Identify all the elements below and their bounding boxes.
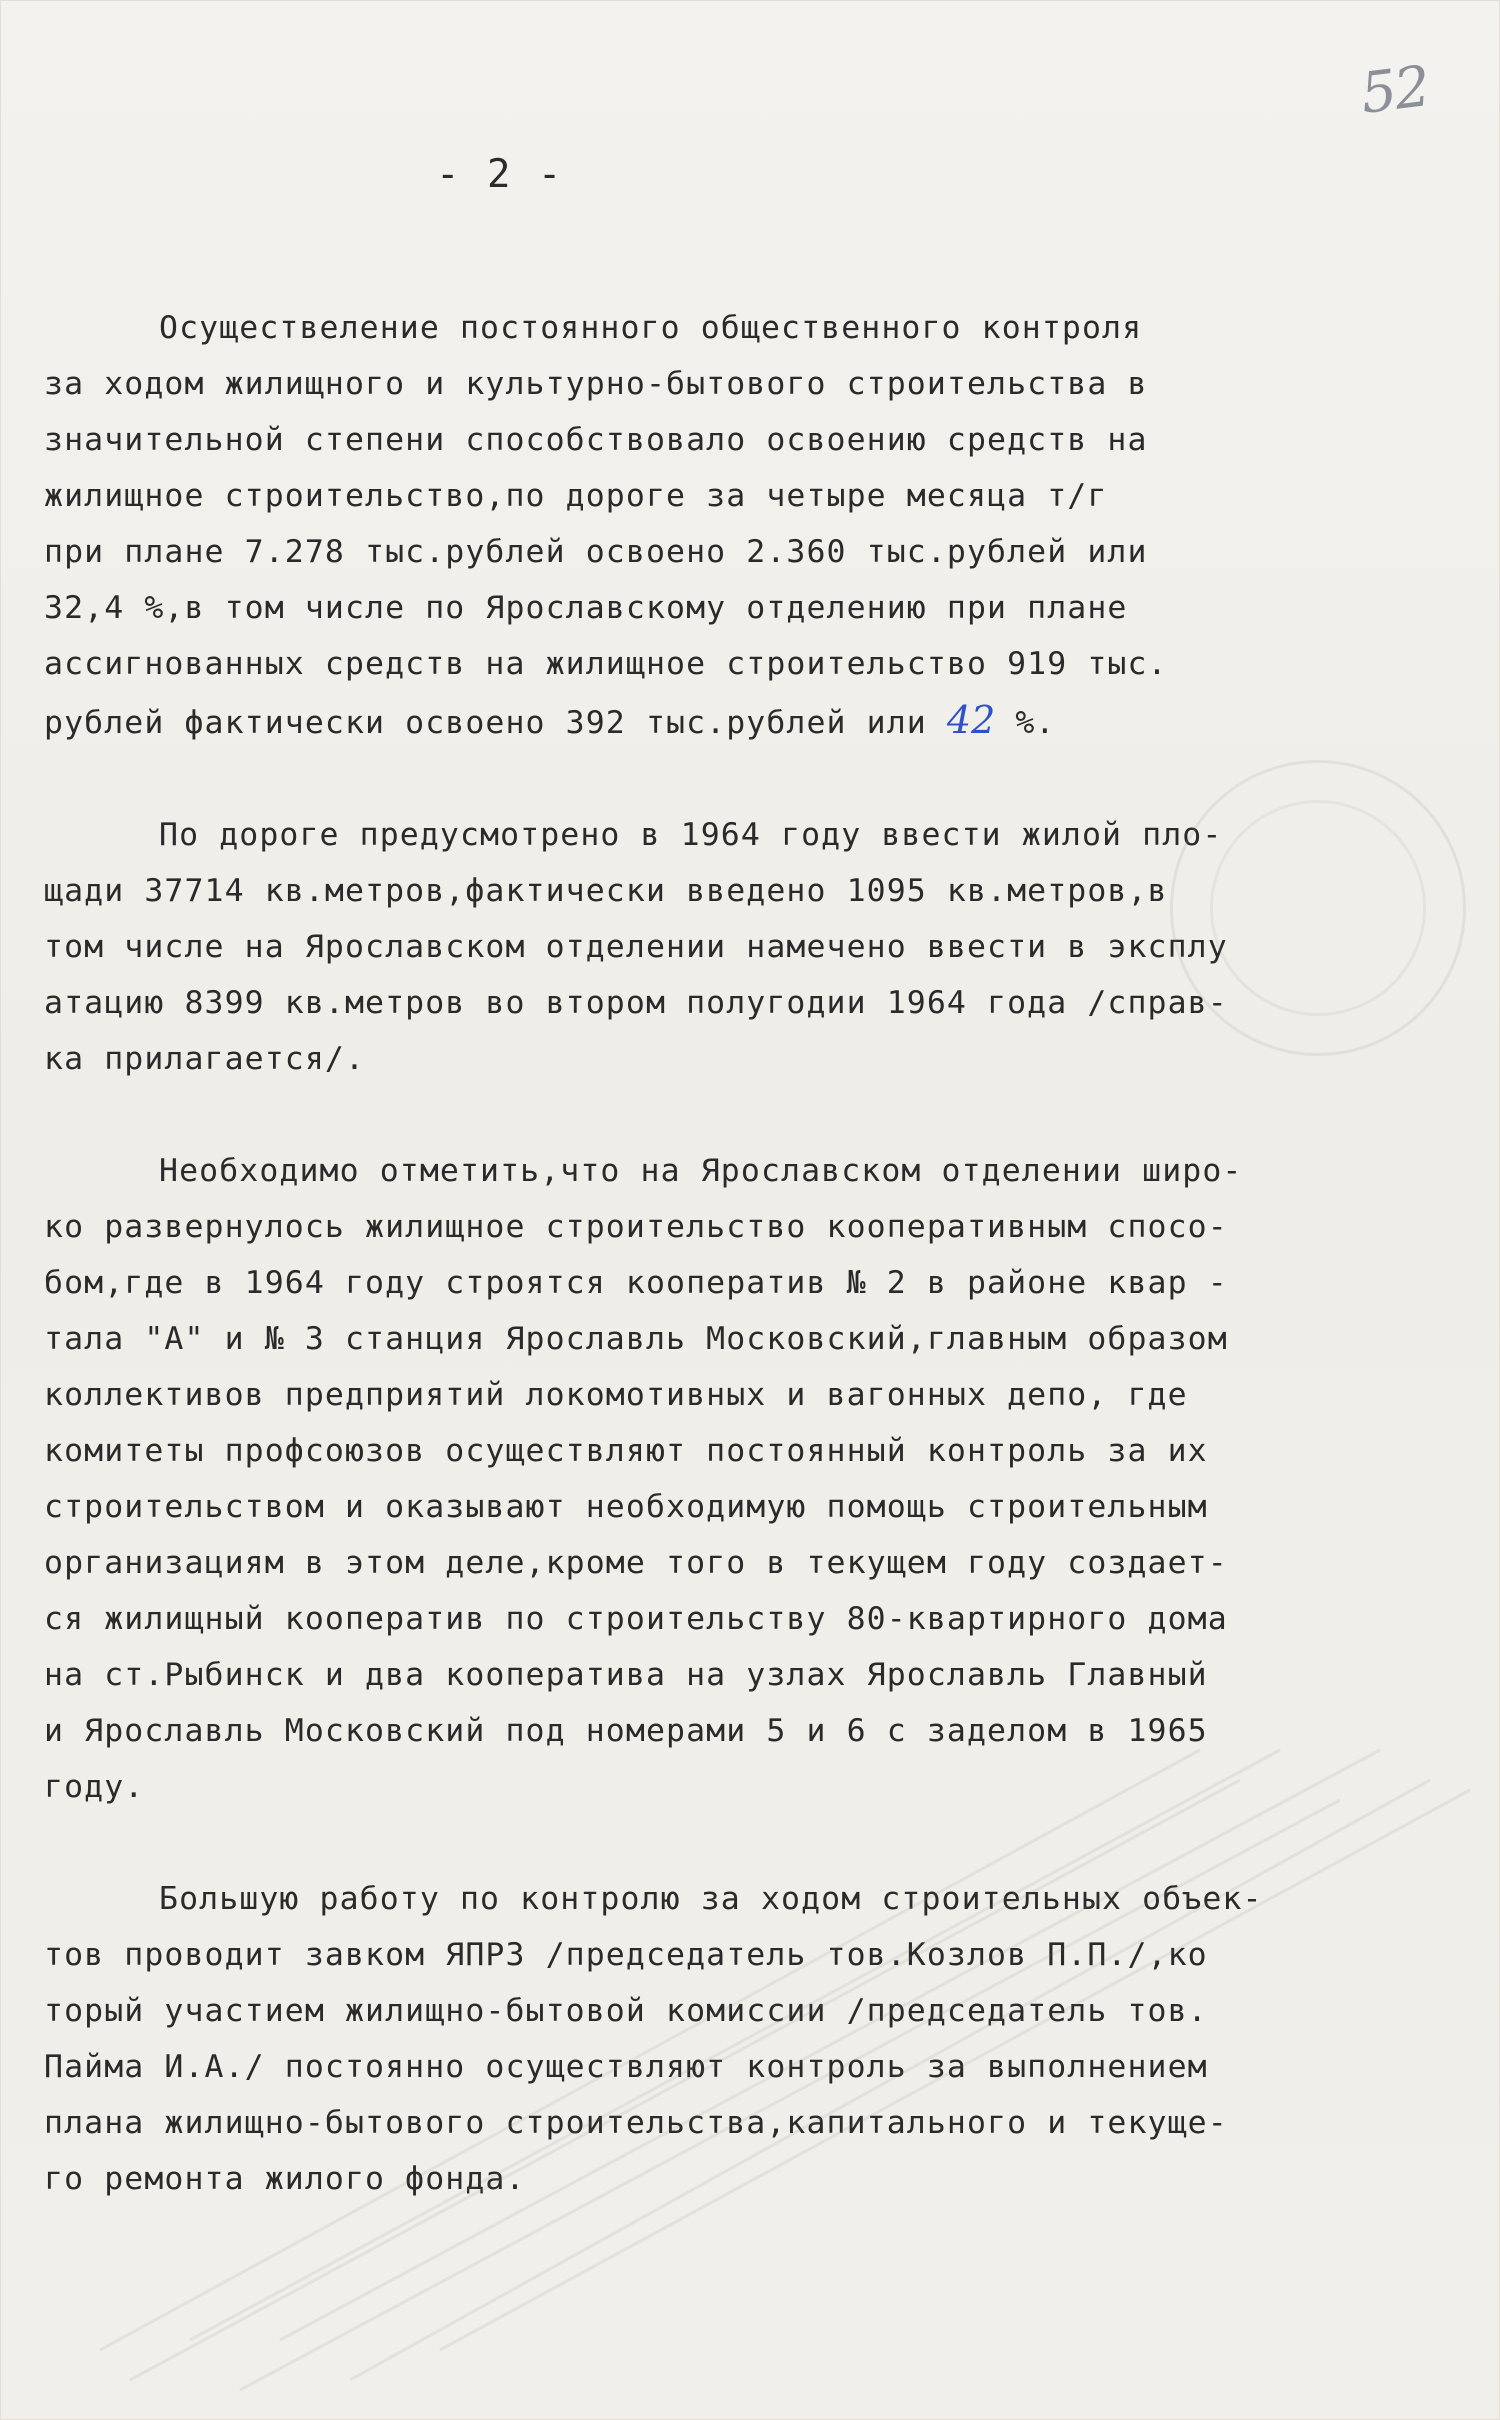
paragraph-line: организациям в этом деле,кроме того в текущем году создает- [44,1545,1228,1581]
paragraph-2 [44,807,1444,1087]
paragraph-line: ко развернулось жилищное строительство кооперативным спосо- [44,1209,1228,1245]
paragraph-line: коллективов предприятий локомотивных и вагонных депо, где [44,1377,1188,1413]
paragraph-line: Пайма И.А./ постоянно осуществляют контроль за выполнением [44,2049,1208,2085]
handwritten-percentage: 42 [946,698,996,742]
paragraph-line: плана жилищно-бытового строительства,капитального и текуще- [44,2105,1228,2141]
paragraph-line: значительной степени способствовало освоению средств на [44,422,1148,458]
paragraph-line: Большую работу по контролю за ходом строительных объек- [159,1881,1263,1917]
document-body [44,300,1444,2263]
paragraph-line: комитеты профсоюзов осуществляют постоянный контроль за их [44,1433,1208,1469]
paragraph-line: жилищное строительство,по дороге за четыре месяца т/г [44,478,1108,514]
paragraph-line: ассигнованных средств на жилищное строительство 919 тыс. [44,646,1168,682]
paragraph-1 [44,300,1444,751]
paragraph-line: при плане 7.278 тыс.рублей освоено 2.360 тыс.рублей или [44,534,1148,570]
paragraph-line: щади 37714 кв.метров,фактически введено 1095 кв.метров,в [44,873,1168,909]
paragraph-line: строительством и оказывают необходимую помощь строительным [44,1489,1208,1525]
paragraph-line: на ст.Рыбинск и два кооператива на узлах Ярославль Главный [44,1657,1208,1693]
handwritten-page-number: 52 [1357,54,1432,127]
paragraph-line: году. [44,1769,145,1805]
paragraph-line: го ремонта жилого фонда. [44,2161,526,2197]
paragraph-line: тов проводит завком ЯПРЗ /председатель тов.Козлов П.П./,ко [44,1937,1208,1973]
paragraph-line: бом,где в 1964 году строятся кооператив № 2 в районе квар - [44,1265,1228,1301]
paragraph-line: том числе на Ярославском отделении намечено ввести в эксплу [44,929,1228,965]
paragraph-line: Осуществеление постоянного общественного контроля [159,310,1143,346]
paragraph-line: ка прилагается/. [44,1041,366,1077]
paragraph-4 [44,1871,1444,2207]
paragraph-line: ся жилищный кооператив по строительству 80-квартирного дома [44,1601,1228,1637]
paragraph-3 [44,1143,1444,1815]
paragraph-line: По дороге предусмотрено в 1964 году ввести жилой пло- [159,817,1223,853]
paragraph-line-final: рублей фактически освоено 392 тыс.рублей или 42 %. [44,698,1056,742]
paragraph-line: и Ярославль Московский под номерами 5 и 6 с заделом в 1965 [44,1713,1208,1749]
paragraph-line: Необходимо отметить,что на Ярославском отделении широ- [159,1153,1243,1189]
page-number: - 2 - [436,152,564,197]
paragraph-line: атацию 8399 кв.метров во втором полугодии 1964 года /справ- [44,985,1228,1021]
paragraph-line: тала "А" и № 3 станция Ярославль Московский,главным образом [44,1321,1228,1357]
paragraph-line: торый участием жилищно-бытовой комиссии /председатель тов. [44,1993,1208,2029]
paragraph-line: 32,4 %,в том числе по Ярославскому отделению при плане [44,590,1128,626]
paragraph-line: за ходом жилищного и культурно-бытового строительства в [44,366,1148,402]
